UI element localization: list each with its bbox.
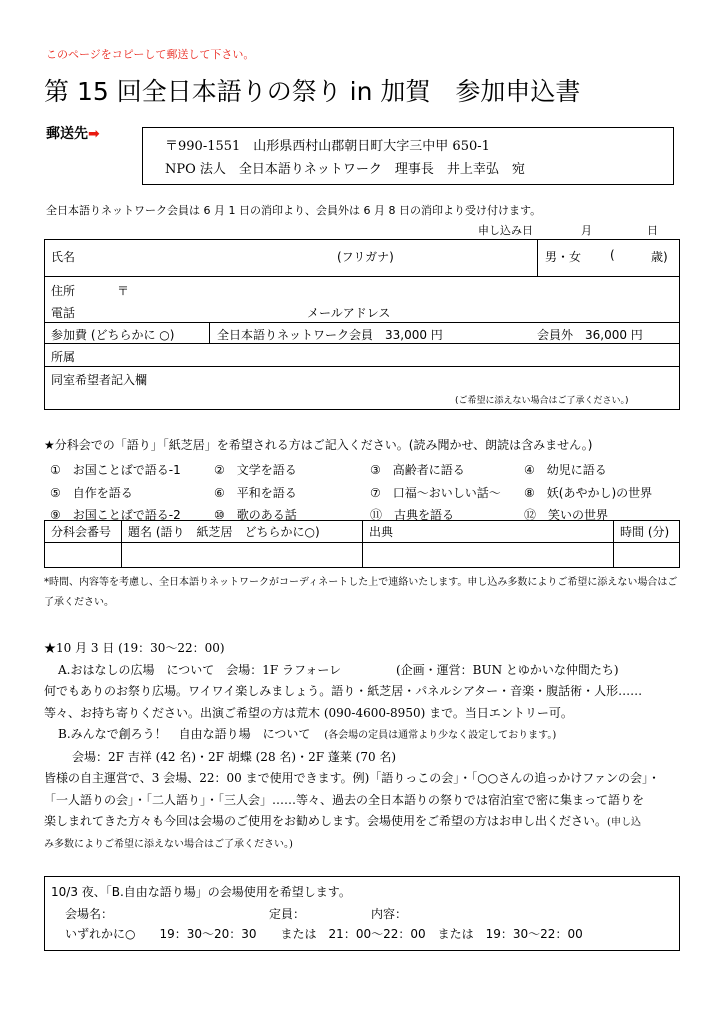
apply-date-month: 月	[581, 224, 592, 237]
furigana-label: (フリガナ)	[337, 250, 394, 264]
session-source-header: 出典	[363, 521, 614, 543]
b-body-3: 楽しまれてきた方々も今回は会場のご使用をお勧めします。会場使用をご希望の方はお申し出ください。	[44, 814, 608, 828]
roommate-note: (ご希望に添えない場合はご了承ください。)	[455, 396, 629, 406]
fee-nonmember-option[interactable]: 会員外 36,000 円	[537, 328, 643, 342]
b-body-1: 皆様の自主運営で、3 会場、22：00 まで使用できます。例)「語りっこの会」・「○○さんの追っかけファンの会」・	[44, 771, 660, 785]
session-item: ⑤ 自作を語る	[50, 485, 133, 500]
copy-notice: このページをコピーして郵送して下さい。	[46, 48, 255, 61]
fee-member-option[interactable]: 全日本語りネットワーク会員 33,000 円	[217, 328, 443, 342]
session-time-header: 時間 (分)	[614, 521, 680, 543]
oct3-section	[44, 638, 694, 855]
content-field[interactable]: 内容：	[371, 907, 408, 921]
session-note: *時間、内容等を考慮し、全日本語りネットワークがコーディネートした上で連絡いたします。申し込み多数によりご希望に添えない場合はご了承ください。	[44, 577, 678, 608]
a-body-2: 等々、お持ち寄りください。出演ご希望の方は荒木 (090-4600-8950) まで。当日エントリー可。	[44, 705, 573, 720]
session-item: ⑧ 妖(あやかし)の世界	[524, 485, 653, 500]
session-table	[44, 520, 680, 568]
session-item: ⑫ 笑いの世界	[524, 508, 609, 522]
apply-date-day: 日	[647, 224, 658, 237]
capacity-field[interactable]: 定員：	[269, 907, 306, 921]
session-item: ⑦ 口福～おいしい話～	[370, 485, 501, 500]
venue-request-box	[44, 876, 680, 951]
session-intro: ★分科会での「語り」「紙芝居」を希望される方はご記入ください。(読み聞かせ、朗読は含みません。)	[44, 438, 593, 452]
b-body-3-small: (申し込	[607, 817, 641, 828]
session-number-header: 分科会番号	[45, 521, 122, 543]
b-title-row	[44, 724, 694, 747]
session-source-cell[interactable]	[363, 543, 614, 568]
venue-name-field[interactable]: 会場名：	[65, 907, 114, 921]
b-note: (各会場の定員は通常より少なく設定しております。)	[324, 730, 557, 741]
phone-label: 電話	[51, 306, 76, 320]
address-line-2: NPO 法人 全日本語りネットワーク 理事長 井上幸弘 宛	[165, 162, 525, 177]
fee-label: 参加費 (どちらかに ○)	[51, 328, 175, 342]
session-item: ① お国ことばで語る-1	[50, 463, 181, 477]
session-item: ⑪ 古典を語る	[370, 508, 455, 522]
acceptance-note: 全日本語りネットワーク会員は 6 月 1 日の消印より、会員外は 6 月 8 日の消印より受け付けます。	[46, 204, 542, 217]
address-label: 住所	[51, 284, 76, 298]
session-title-cell[interactable]	[122, 543, 363, 568]
a-title: A.おはなしの広場 について 会場：1F ラフォーレ	[58, 662, 342, 677]
b-body-3-row	[44, 811, 694, 834]
page-title: 第 15 回全日本語りの祭り in 加賀 参加申込書	[44, 77, 581, 106]
postal-mark: 〒	[117, 284, 130, 298]
session-list	[50, 459, 680, 527]
a-body-1: 何でもありのお祭り広場。ワイワイ楽しみましょう。語り・紙芝居・パネルシアター・音楽・腹話術・人形……	[44, 684, 643, 698]
session-item: ④ 幼児に語る	[524, 463, 607, 477]
session-item: ⑩ 歌のある話	[214, 508, 297, 522]
time-options[interactable]: いずれかに○ 19：30～20：30 または 21：00～22：00 または 19：30～22：00	[65, 927, 583, 941]
age-open: (	[610, 248, 615, 262]
apply-date-label: 申し込み日	[478, 224, 533, 237]
affiliation-label: 所属	[51, 350, 76, 364]
mailing-address-box	[142, 127, 674, 185]
mail-to-label: 郵送先➡	[46, 126, 100, 142]
b-venues: 会場：2F 吉祥 (42 名)・2F 胡蝶 (28 名)・2F 蓬莱 (70 名)	[72, 749, 397, 764]
b-body-4: み多数によりご希望に添えない場合はご了承ください。)	[44, 838, 293, 850]
b-title: B.みんなで創ろう！ 自由な語り場 について	[58, 727, 311, 741]
session-time-cell[interactable]	[614, 543, 680, 568]
session-item: ⑨ お国ことばで語る-2	[50, 508, 181, 522]
session-item: ⑥ 平和を語る	[214, 485, 297, 500]
address-line-1: 〒990-1551 山形県西村山郡朝日町大字三中甲 650-1	[165, 139, 490, 154]
oct3-heading: ★10 月 3 日 (19：30～22：00)	[44, 641, 225, 655]
session-title-header: 題名 (語り 紙芝居 どちらかに○)	[122, 521, 363, 543]
session-item: ③ 高齢者に語る	[370, 463, 465, 477]
age-label: 歳)	[651, 250, 668, 264]
a-title-row	[44, 660, 694, 682]
venue-request-title: 10/3 夜、「B.自由な語り場」の会場使用を希望します。	[51, 885, 351, 899]
session-row	[50, 459, 680, 482]
session-item: ② 文学を語る	[214, 463, 297, 477]
gender-label: 男・女	[545, 250, 582, 264]
b-body-2: 「一人語りの会」・「二人語り」・「三人会」……等々、過去の全日本語りの祭りでは宿泊室で密に集まって語りを	[44, 792, 645, 807]
arrow-right-icon: ➡	[88, 126, 100, 142]
a-organizer: (企画・運営：BUN とゆかいな仲間たち)	[396, 662, 619, 677]
roommate-label: 同室希望者記入欄	[51, 373, 148, 387]
session-number-cell[interactable]	[45, 543, 122, 568]
name-label: 氏名	[51, 250, 76, 264]
session-row	[50, 482, 680, 505]
email-label: メールアドレス	[307, 306, 391, 320]
application-form	[44, 239, 680, 410]
